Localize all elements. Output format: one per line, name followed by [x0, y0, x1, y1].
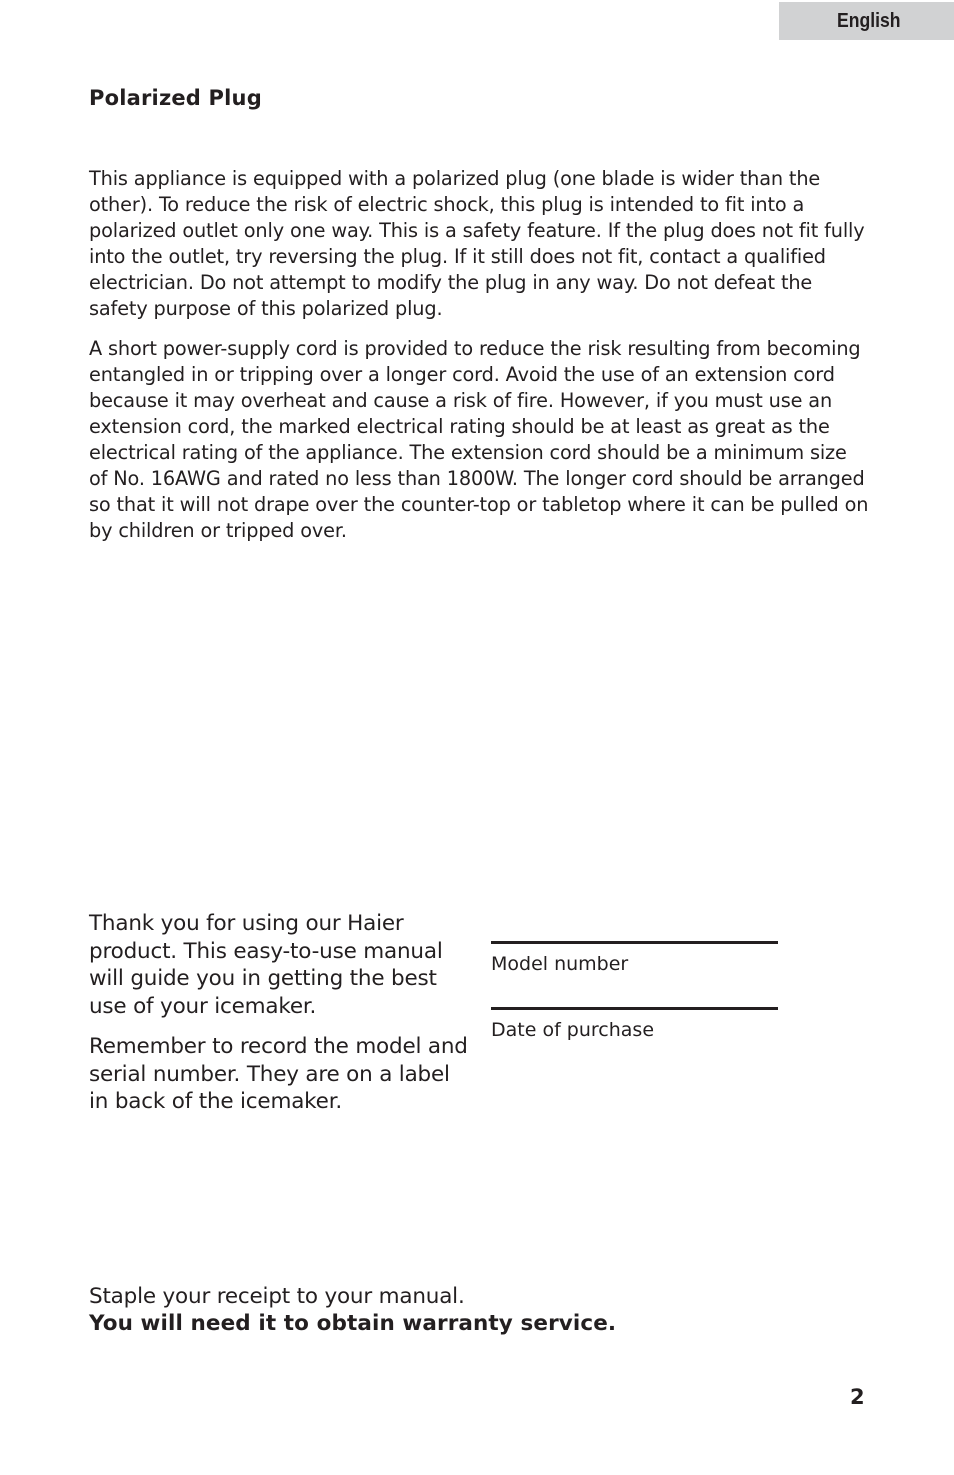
language-label: English	[837, 10, 901, 32]
model-number-line	[491, 941, 778, 944]
language-tab	[779, 2, 954, 40]
model-number-label: Model number	[491, 953, 629, 975]
record-reminder-paragraph: Remember to record the model and serial number. They are on a label in back of the icemaker.	[89, 1034, 468, 1114]
date-of-purchase-line	[491, 1007, 778, 1010]
receipt-note	[89, 1283, 616, 1337]
polarized-plug-paragraph: This appliance is equipped with a polarized plug (one blade is wider than the other). To reduce the risk of electric shock, this plug is intended to fit into a polarized outlet only one way. This is a safety feature. If the plug does not fit fully into the outlet, try reversing the plug. If it still does not fit, contact a qualified electrician. Do not attempt to modify the plug in any way. Do not defeat the safety purpose of this polarized plug.	[89, 167, 865, 320]
section-title: Polarized Plug	[89, 86, 262, 110]
page-number: 2	[850, 1385, 865, 1409]
receipt-instruction: Staple your receipt to your manual.	[89, 1284, 465, 1309]
date-of-purchase-label: Date of purchase	[491, 1019, 655, 1041]
thank-you-paragraph: Thank you for using our Haier product. This easy-to-use manual will guide you in getting the best use of your icemaker.	[89, 911, 443, 1019]
power-cord-paragraph: A short power-supply cord is provided to reduce the risk resulting from becoming entangled in or tripping over a longer cord. Avoid the use of an extension cord because it may overheat and cause a risk of fire. However, if you must use an extension cord, the marked electrical rating should be at least as great as the electrical rating of the appliance. The extension cord should be a minimum size of No. 16AWG and rated no less than 1800W. The longer cord should be arranged so that it will not drape over the counter-top or tabletop where it can be pulled on by children or tripped over.	[89, 337, 869, 542]
warranty-notice: You will need it to obtain warranty service.	[89, 1311, 617, 1336]
